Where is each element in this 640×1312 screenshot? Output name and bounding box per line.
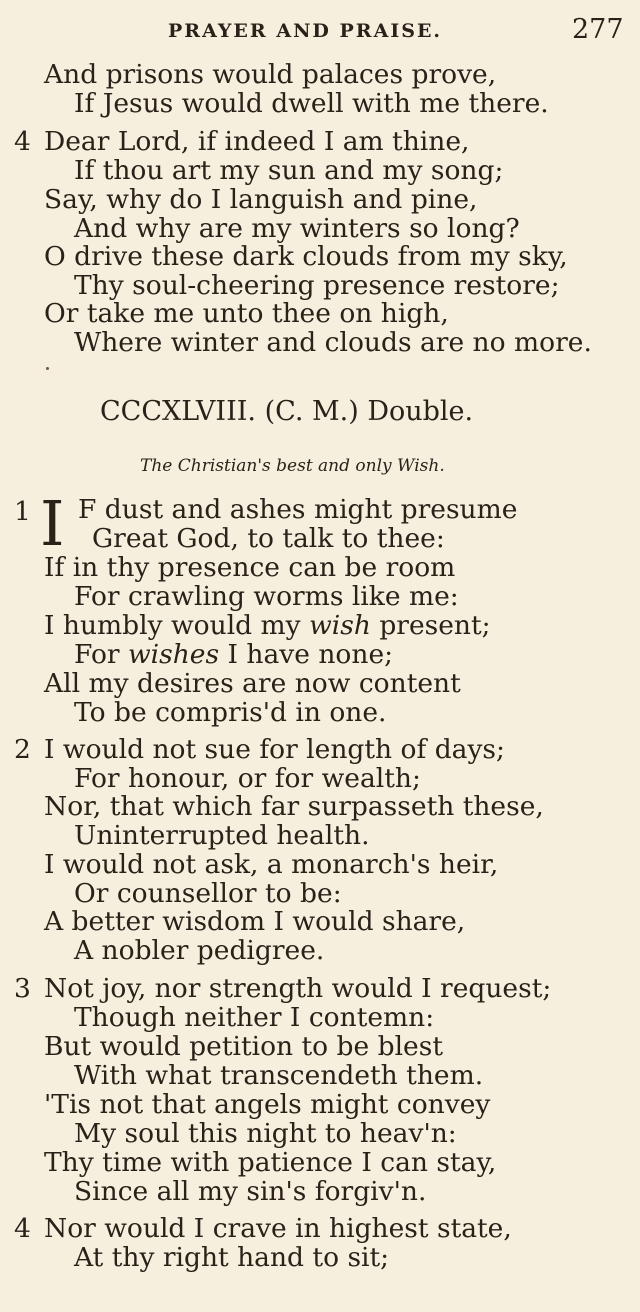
verse-line: O drive these dark clouds from my sky, — [44, 241, 568, 272]
verse-line: And why are my winters so long? — [74, 213, 520, 244]
verse-line: For honour, or for wealth; — [74, 763, 421, 794]
verse-line: Nor would I crave in highest state, — [44, 1213, 512, 1244]
stanza-number: 4 — [14, 126, 31, 157]
hymn-title: CCCXLVIII. (C. M.) Double. — [100, 396, 474, 427]
verse-line: If thou art my sun and my song; — [74, 155, 504, 186]
hymn-subtitle: The Christian's best and only Wish. — [140, 456, 445, 476]
verse-line: If Jesus would dwell with me there. — [74, 88, 549, 119]
italic-word: wishes — [127, 639, 220, 670]
verse-line: A nobler pedigree. — [74, 935, 325, 966]
stanza-number: 4 — [14, 1213, 31, 1244]
verse-line: At thy right hand to sit; — [74, 1242, 390, 1273]
verse-line: Where winter and clouds are no more. — [74, 327, 592, 358]
page-header — [0, 14, 640, 50]
verse-line: And prisons would palaces prove, — [44, 59, 497, 90]
verse-line: Not joy, nor strength would I request; — [44, 973, 552, 1004]
ink-speck — [46, 367, 49, 370]
verse-line: To be compris'd in one. — [74, 697, 387, 728]
verse-line: F dust and ashes might presume — [78, 494, 518, 525]
verse-line: For wishes I have none; — [74, 639, 394, 670]
verse-line: But would petition to be blest — [44, 1031, 443, 1062]
verse-line: I would not sue for length of days; — [44, 734, 505, 765]
verse-line: All my desires are now content — [44, 668, 461, 699]
verse-line: 'Tis not that angels might convey — [44, 1089, 491, 1120]
page-number: 277 — [572, 14, 624, 45]
verse-line: I would not ask, a monarch's heir, — [44, 849, 499, 880]
verse-line: If in thy presence can be room — [44, 552, 456, 583]
verse-line: Thy time with patience I can stay, — [44, 1147, 497, 1178]
verse-line: For crawling worms like me: — [74, 581, 459, 612]
verse-line: Since all my sin's forgiv'n. — [74, 1176, 427, 1207]
stanza-number: 1 — [14, 496, 31, 527]
verse-line: Say, why do I languish and pine, — [44, 184, 478, 215]
verse-line: Great God, to talk to thee: — [92, 523, 445, 554]
verse-line: Dear Lord, if indeed I am thine, — [44, 126, 470, 157]
drop-cap: I — [40, 487, 65, 560]
verse-line: Or counsellor to be: — [74, 878, 342, 909]
verse-line: I humbly would my wish present; — [44, 610, 491, 641]
verse-line: Nor, that which far surpasseth these, — [44, 791, 544, 822]
verse-line: Uninterrupted health. — [74, 820, 370, 851]
verse-line: Thy soul-cheering presence restore; — [74, 270, 560, 301]
verse-line: A better wisdom I would share, — [44, 906, 466, 937]
stanza-number: 2 — [14, 734, 31, 765]
running-head: PRAYER AND PRAISE. — [168, 20, 443, 42]
verse-line: Or take me unto thee on high, — [44, 298, 449, 329]
verse-line: Though neither I contemn: — [74, 1002, 435, 1033]
stanza-number: 3 — [14, 973, 31, 1004]
italic-word: wish — [309, 610, 371, 641]
verse-line: My soul this night to heav'n: — [74, 1118, 457, 1149]
verse-line: With what transcendeth them. — [74, 1060, 484, 1091]
